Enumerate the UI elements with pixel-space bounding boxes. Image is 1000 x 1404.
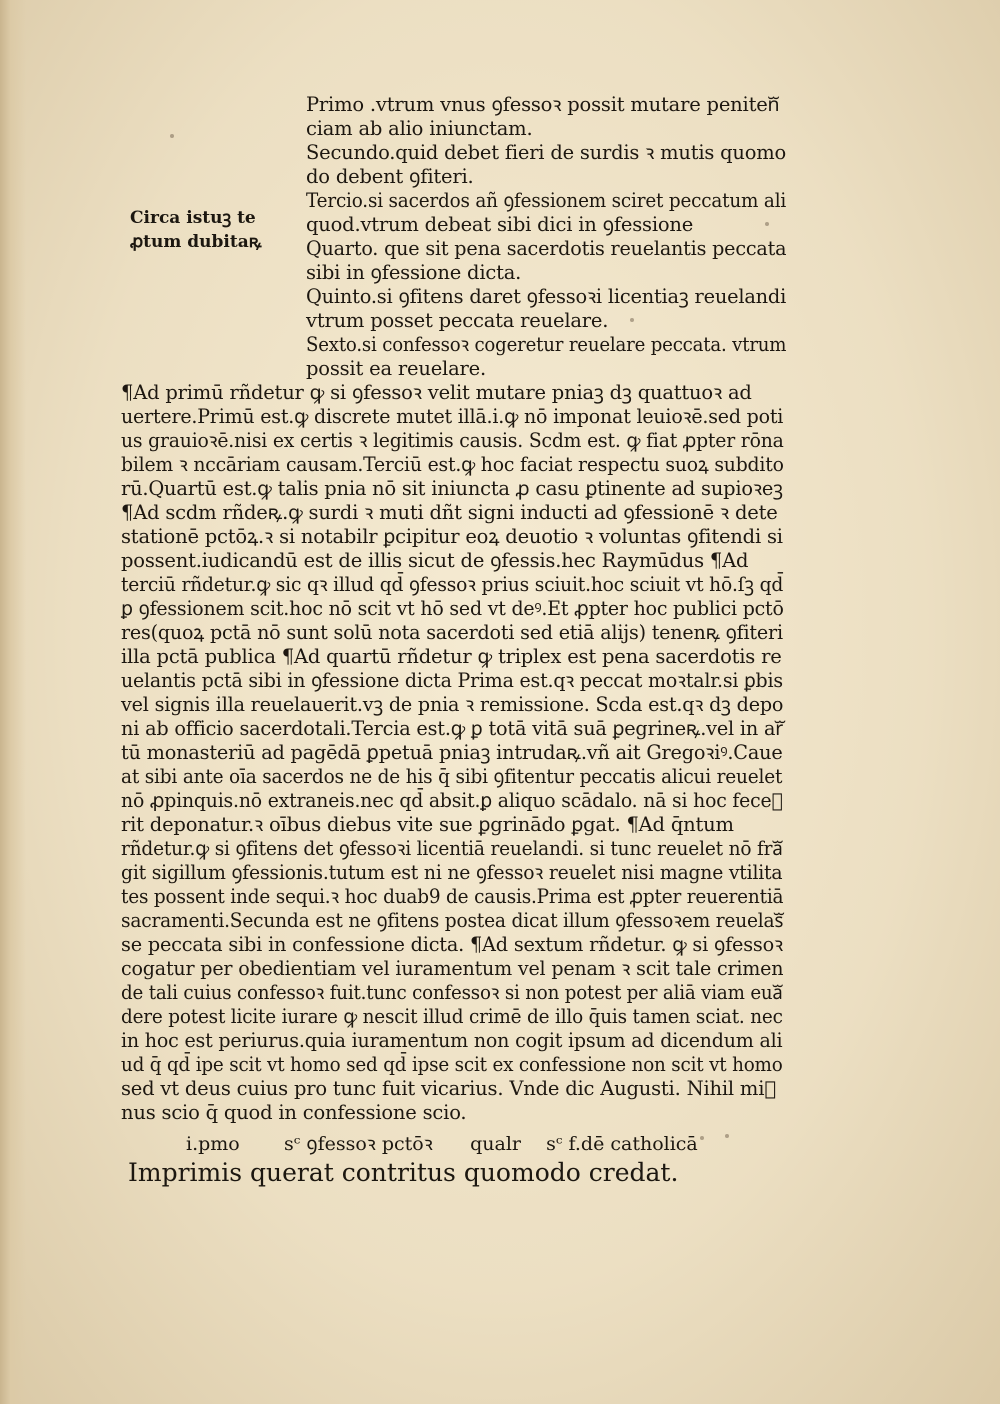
body-line: de tali cuius confessoꝛ fuit.tunc confessoꝛ si non potest per aliā viam euaᷓ: [121, 981, 783, 1004]
margin-note-line-1: Circa istuꝫ te: [130, 208, 256, 228]
body-line: vel signis illa reuelauerit.vꝫ de pnia ꝛ remissione. Scda est.qꝛ dꝫ depo: [121, 693, 784, 716]
body-line: nus scio q̄ quod in confessione scio.: [121, 1101, 467, 1124]
question-line: sibi in ꝯfessione dicta.: [306, 261, 522, 284]
body-line: tes possent inde sequi.ꝛ hoc duab9 de causis.Prima est ꝓpter reuerentiā: [121, 885, 784, 908]
question-line: Quinto.si ꝯfitens daret ꝯfessoꝛi licentiaꝫ reuelandi: [306, 285, 787, 308]
body-line: sacramenti.Secunda est ne ꝯfitens postea dicat illum ꝯfessoꝛem reuelasᷓ: [121, 909, 784, 932]
body-line: stationē pctōꝝ.ꝛ si notabilr ꝑcipitur eoꝝ deuotio ꝛ voluntas ꝯfitendi si: [121, 525, 783, 548]
body-line: nō ꝓpinquis.nō extraneis.nec qd̄ absit.ꝑ aliquo scādalo. nā si hoc feceᷓ: [121, 789, 783, 812]
body-line: rñdetur.ꝙ si ꝯfitens det ꝯfessoꝛi licentiā reuelandi. si tunc reuelet nō fraᷓ: [121, 837, 783, 860]
body-line: tū monasteriū ad pagēdā ꝑpetuā pniaꝫ intrudaꝶ.vñ ait Gregoꝛiꝰ.Caue: [121, 741, 783, 764]
margin-note-line-2: ꝓtum dubitaꝶ: [130, 232, 262, 252]
rubric-fragment: sᶜ ꝯfessoꝛ pctōꝛ: [284, 1133, 433, 1155]
rubric-fragment: sᶜ f.dē catholicā: [546, 1133, 698, 1155]
body-line: bilem ꝛ nccāriam causam.Terciū est.ꝙ hoc faciat respectu suoꝝ subdito: [121, 453, 784, 476]
rubric-fragment: i.pmo: [186, 1133, 240, 1155]
body-line: possent.iudicandū est de illis sicut de ꝯfessis.hec Raymūdus ¶Ad: [121, 549, 749, 572]
page-gutter-shadow: [0, 0, 26, 1404]
body-line: at sibi ante oīa sacerdos ne de his q̄ sibi ꝯfitentur peccatis alicui reuelet: [121, 765, 783, 788]
body-line: ud q̄ qd̄ ipe scit vt homo sed qd̄ ipse scit ex confessione non scit vt homo: [121, 1053, 783, 1076]
body-line: ni ab officio sacerdotali.Tercia est.ꝙ ꝑ totā vitā suā ꝑegrineꝶ.vel in arᷓ: [121, 717, 783, 740]
ink-speck: [630, 318, 634, 322]
rubric-fragment: qualr: [470, 1133, 521, 1155]
body-line: se peccata sibi in confessione dicta. ¶Ad sextum rñdetur. ꝙ si ꝯfessoꝛ: [121, 933, 783, 956]
body-line: cogatur per obedientiam vel iuramentum vel penam ꝛ scit tale crimen: [121, 957, 784, 980]
ink-speck: [170, 134, 174, 138]
ink-speck: [700, 1136, 704, 1140]
question-line: Tercio.si sacerdos añ ꝯfessionem sciret peccatum ali: [306, 189, 787, 212]
question-line: Sexto.si confessoꝛ cogeretur reuelare peccata. vtrum: [306, 333, 787, 356]
ink-speck: [765, 222, 769, 226]
question-line: quod.vtrum debeat sibi dici in ꝯfessione: [306, 213, 694, 236]
body-line: ꝑ ꝯfessionem scit.hoc nō scit vt hō sed vt deꝰ.Et ꝓpter hoc publici pctō: [121, 597, 784, 620]
ink-speck: [725, 1134, 729, 1138]
body-line: dere potest licite iurare ꝙ nescit illud crimē de illo q̄uis tamen sciat. nec: [121, 1005, 783, 1028]
question-line: possit ea reuelare.: [306, 357, 486, 380]
body-line: git sigillum ꝯfessionis.tutum est ni ne ꝯfessoꝛ reuelet nisi magne vtilita: [121, 861, 783, 884]
question-line: do debent ꝯfiteri.: [306, 165, 474, 188]
body-line: uertere.Primū est.ꝙ discrete mutet illā.i.ꝙ nō imponat leuioꝛē.sed poti: [121, 405, 784, 428]
body-line: ¶Ad primū rñdetur ꝙ si ꝯfessoꝛ velit mutare pniaꝫ dꝫ quattuoꝛ ad: [121, 381, 752, 404]
body-line: rit deponatur.ꝛ oībus diebus vite sue ꝑgrinādo ꝑgat. ¶Ad q̄ntum: [121, 813, 734, 836]
body-line: sed vt deus cuius pro tunc fuit vicarius. Vnde dic Augusti. Nihil miᷓ: [121, 1077, 776, 1100]
question-line: Quarto. que sit pena sacerdotis reuelantis peccata: [306, 237, 787, 260]
question-line: ciam ab alio iniunctam.: [306, 117, 533, 140]
question-line: vtrum posset peccata reuelare.: [306, 309, 609, 332]
body-line: illa pctā publica ¶Ad quartū rñdetur ꝙ triplex est pena sacerdotis re: [121, 645, 782, 668]
marginal-rubric-line: [186, 1130, 698, 1156]
body-line: res(quoꝝ pctā nō sunt solū nota sacerdoti sed etiā alijs) tenenꝶ ꝯfiteri: [121, 621, 783, 644]
body-line: rū.Quartū est.ꝙ talis pnia nō sit iniuncta ꝓ casu ꝑtinente ad supioꝛeꝫ: [121, 477, 783, 500]
body-line: in hoc est periurus.quia iuramentum non cogit ipsum ad dicendum ali: [121, 1029, 783, 1052]
body-line: us grauioꝛē.nisi ex certis ꝛ legitimis causis. Scdm est. ꝙ fiat ꝓpter rōna: [121, 429, 784, 452]
body-line: terciū rñdetur.ꝙ sic qꝛ illud qd̄ ꝯfessoꝛ prius sciuit.hoc sciuit vt hō.ſꝫ qd̄: [121, 573, 784, 596]
body-line: uelantis pctā sibi in ꝯfessione dicta Prima est.qꝛ peccat moꝛtalr.si ꝑbis: [121, 669, 783, 692]
closing-heading: Imprimis querat contritus quomodo credat.: [128, 1158, 679, 1187]
question-line: Primo .vtrum vnus ꝯfessoꝛ possit mutare penitenᷓ: [306, 93, 780, 116]
body-line: ¶Ad scdm rñdeꝶ.ꝙ surdi ꝛ muti dñt signi inducti ad ꝯfessionē ꝛ dete: [121, 501, 778, 524]
question-line: Secundo.quid debet fieri de surdis ꝛ mutis quomo: [306, 141, 787, 164]
